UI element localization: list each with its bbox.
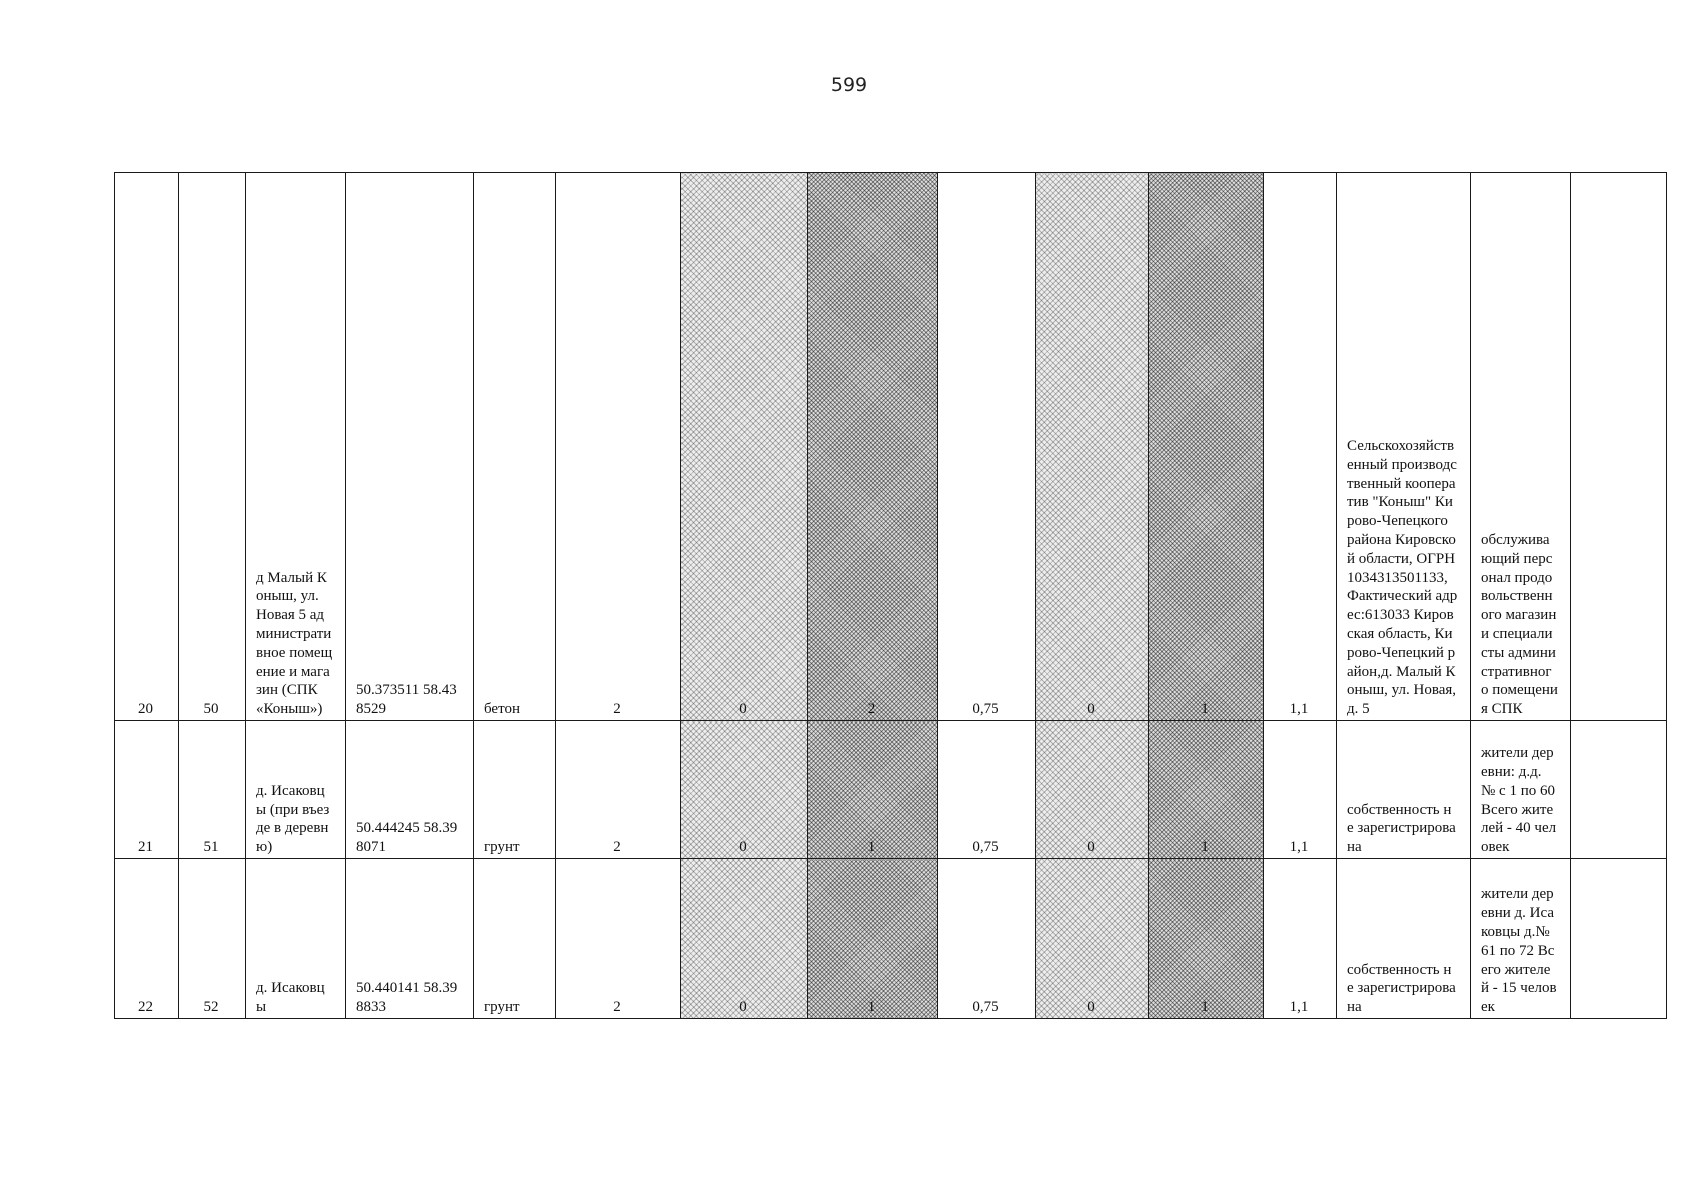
- planned-containers: 2: [808, 173, 938, 721]
- existing-containers: 0: [681, 173, 808, 721]
- site-id: 51: [179, 721, 246, 859]
- platform-area: 2: [556, 173, 681, 721]
- row-seq-number: 21: [115, 721, 179, 859]
- existing-bunkers: 0: [1036, 173, 1149, 721]
- surface-type: грунт: [474, 721, 556, 859]
- site-address: д. Исаковцы (при въезде в деревню): [246, 721, 346, 859]
- site-coordinates: 50.373511 58.438529: [346, 173, 474, 721]
- bunker-volume: 1,1: [1264, 173, 1337, 721]
- existing-bunkers: 0: [1036, 721, 1149, 859]
- surface-type: бетон: [474, 173, 556, 721]
- existing-containers: 0: [681, 721, 808, 859]
- container-volume: 0,75: [938, 173, 1036, 721]
- waste-sources: жители деревни: д.д. № с 1 по 60 Всего жителей - 40 человек: [1471, 721, 1571, 859]
- notes-cell: [1571, 721, 1667, 859]
- site-owner: Сельскохозяйственный производственный кооператив "Коныш" Кирово-Чепецкого района Кировской области, ОГРН 1034313501133, Фактический адрес:613033 Кировская область, Кирово-Чепецкий район,д. Малый Коныш, ул. Новая, д. 5: [1337, 173, 1471, 721]
- notes-cell: [1571, 859, 1667, 1019]
- container-volume: 0,75: [938, 721, 1036, 859]
- surface-type: грунт: [474, 859, 556, 1019]
- existing-bunkers: 0: [1036, 859, 1149, 1019]
- site-address: д. Исаковцы: [246, 859, 346, 1019]
- planned-bunkers: 1: [1149, 721, 1264, 859]
- table-row: [115, 721, 1667, 859]
- site-address: д Малый Коныш, ул. Новая 5 административное помещение и магазин (СПК «Коныш»): [246, 173, 346, 721]
- site-id: 50: [179, 173, 246, 721]
- waste-site-register-table: [114, 172, 1667, 1019]
- table-row: [115, 173, 1667, 721]
- notes-cell: [1571, 173, 1667, 721]
- planned-bunkers: 1: [1149, 173, 1264, 721]
- row-seq-number: 20: [115, 173, 179, 721]
- site-owner: собственность не зарегистрирована: [1337, 859, 1471, 1019]
- bunker-volume: 1,1: [1264, 721, 1337, 859]
- waste-sources: жители деревни д. Исаковцы д.№ 61 по 72 Всего жителей - 15 человек: [1471, 859, 1571, 1019]
- container-volume: 0,75: [938, 859, 1036, 1019]
- row-seq-number: 22: [115, 859, 179, 1019]
- existing-containers: 0: [681, 859, 808, 1019]
- site-coordinates: 50.440141 58.398833: [346, 859, 474, 1019]
- site-coordinates: 50.444245 58.398071: [346, 721, 474, 859]
- table-row: [115, 859, 1667, 1019]
- page-number: 599: [830, 74, 868, 96]
- planned-containers: 1: [808, 721, 938, 859]
- site-owner: собственность не зарегистрирована: [1337, 721, 1471, 859]
- waste-sources: обслуживающий персонал продовольственного магазин и специалисты административного помещения СПК: [1471, 173, 1571, 721]
- planned-bunkers: 1: [1149, 859, 1264, 1019]
- platform-area: 2: [556, 859, 681, 1019]
- platform-area: 2: [556, 721, 681, 859]
- planned-containers: 1: [808, 859, 938, 1019]
- site-id: 52: [179, 859, 246, 1019]
- bunker-volume: 1,1: [1264, 859, 1337, 1019]
